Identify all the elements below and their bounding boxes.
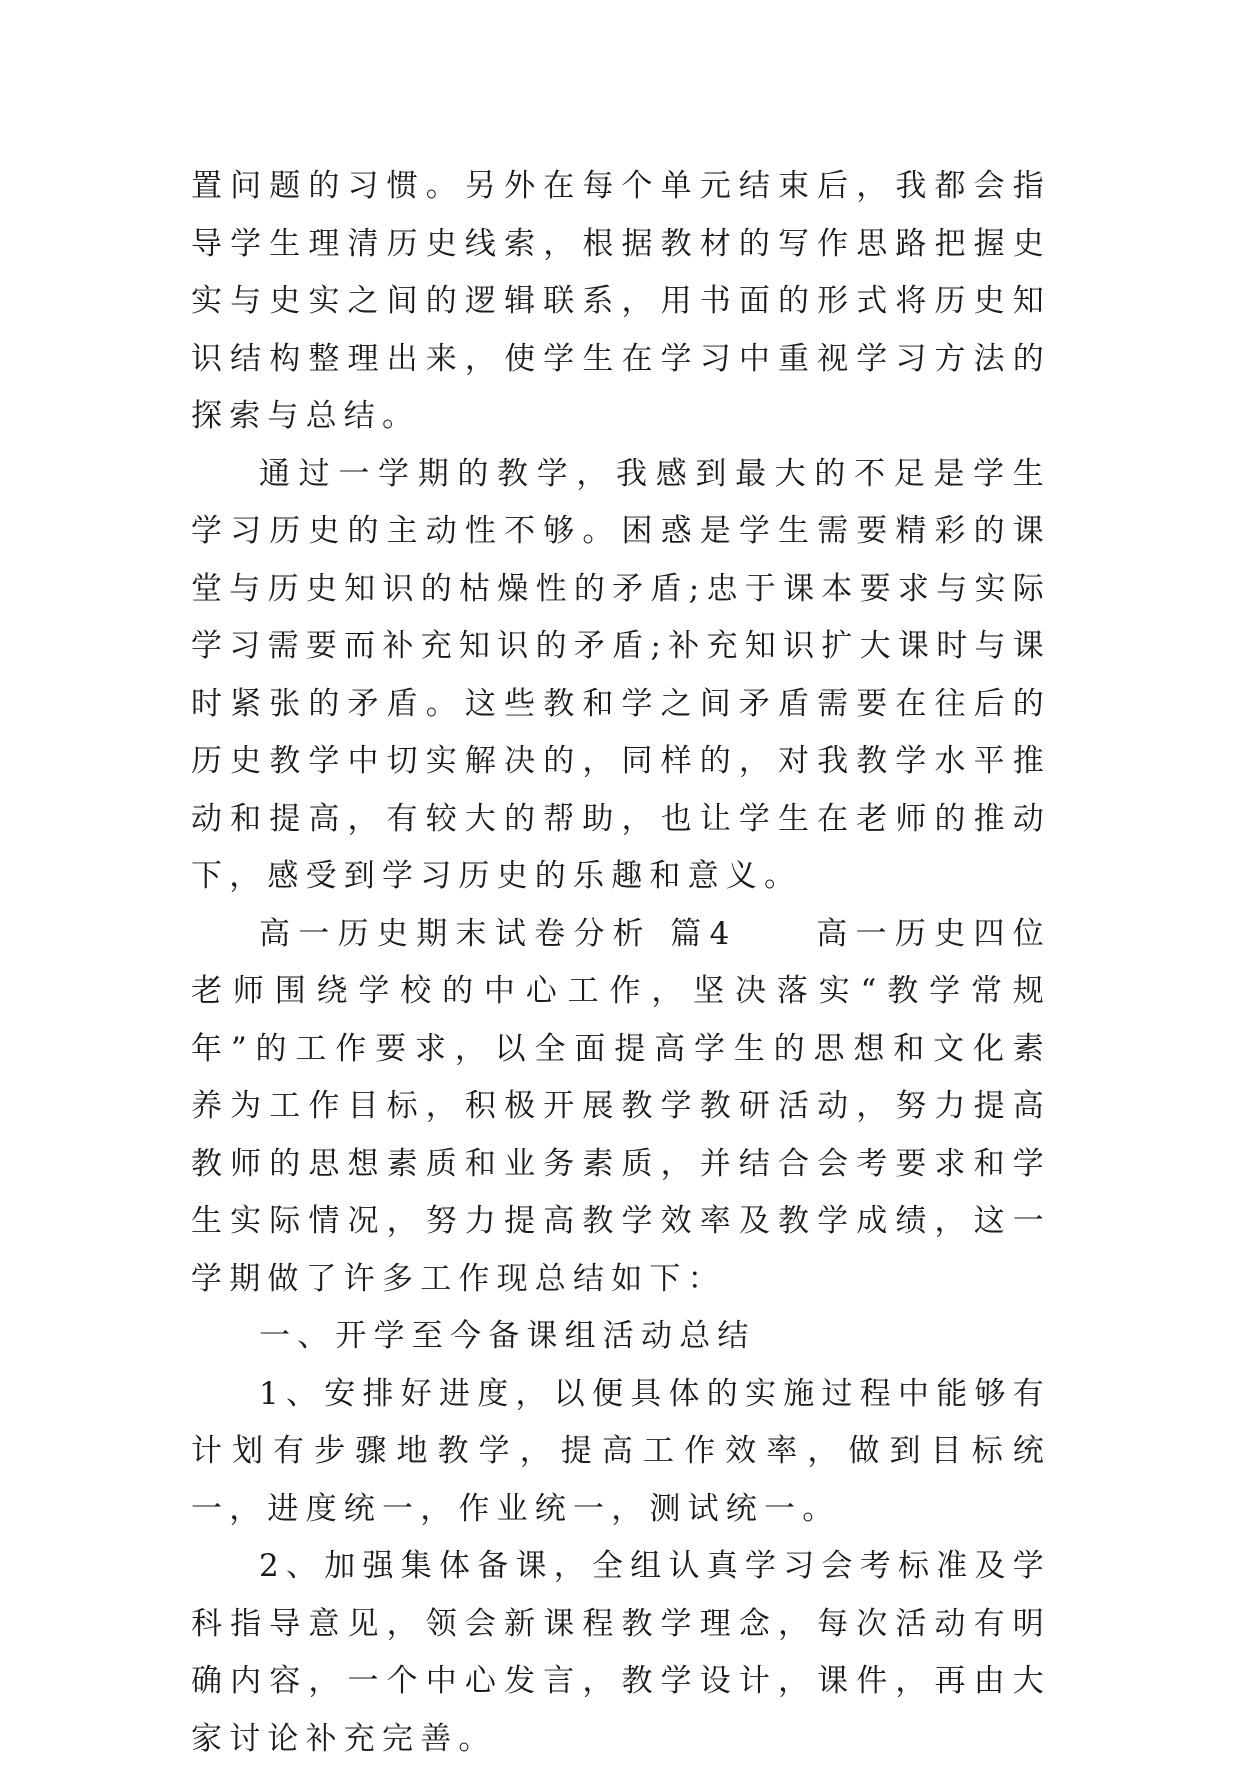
- section-heading-1: 一、开学至今备课组活动总结: [259, 1318, 756, 1354]
- document-body: [191, 158, 1051, 1768]
- paragraph-shortcomings: 通过一学期的教学，我感到最大的不足是学生学习历史的主动性不够。困惑是学生需要精彩的课堂与历史知识的枯燥性的矛盾;忠于课本要求与实际学习需要而补充知识的矛盾;补充知识扩大课时与课时紧张的矛盾。这些教和学之间矛盾需要在往后的历史教学中切实解决的，同样的，对我教学水平推动和提高，有较大的帮助，也让学生在老师的推动下，感受到学习历史的乐趣和意义。: [191, 455, 1051, 894]
- list-item-2: 2、加强集体备课，全组认真学习会考标准及学科指导意见，领会新课程教学理念，每次活动有明确内容，一个中心发言，教学设计，课件，再由大家讨论补充完善。: [191, 1548, 1051, 1757]
- list-item-1: 1、安排好进度，以便具体的实施过程中能够有计划有步骤地教学，提高工作效率，做到目标统一，进度统一，作业统一，测试统一。: [191, 1375, 1051, 1527]
- paragraph-section-4-intro: 高一历史期末试卷分析 篇4 高一历史四位老师围绕学校的中心工作，坚决落实“教学常规年”的工作要求，以全面提高学生的思想和文化素养为工作目标，积极开展教学教研活动，努力提高教师的思想素质和业务素质，并结合会考要求和学生实际情况，努力提高教学效率及教学成绩，这一学期做了许多工作现总结如下：: [191, 915, 1051, 1297]
- paragraph-continued: 置问题的习惯。另外在每个单元结束后，我都会指导学生理清历史线索，根据教材的写作思路把握史实与史实之间的逻辑联系，用书面的形式将历史知识结构整理出来，使学生在学习中重视学习方法的探索与总结。: [191, 168, 1051, 434]
